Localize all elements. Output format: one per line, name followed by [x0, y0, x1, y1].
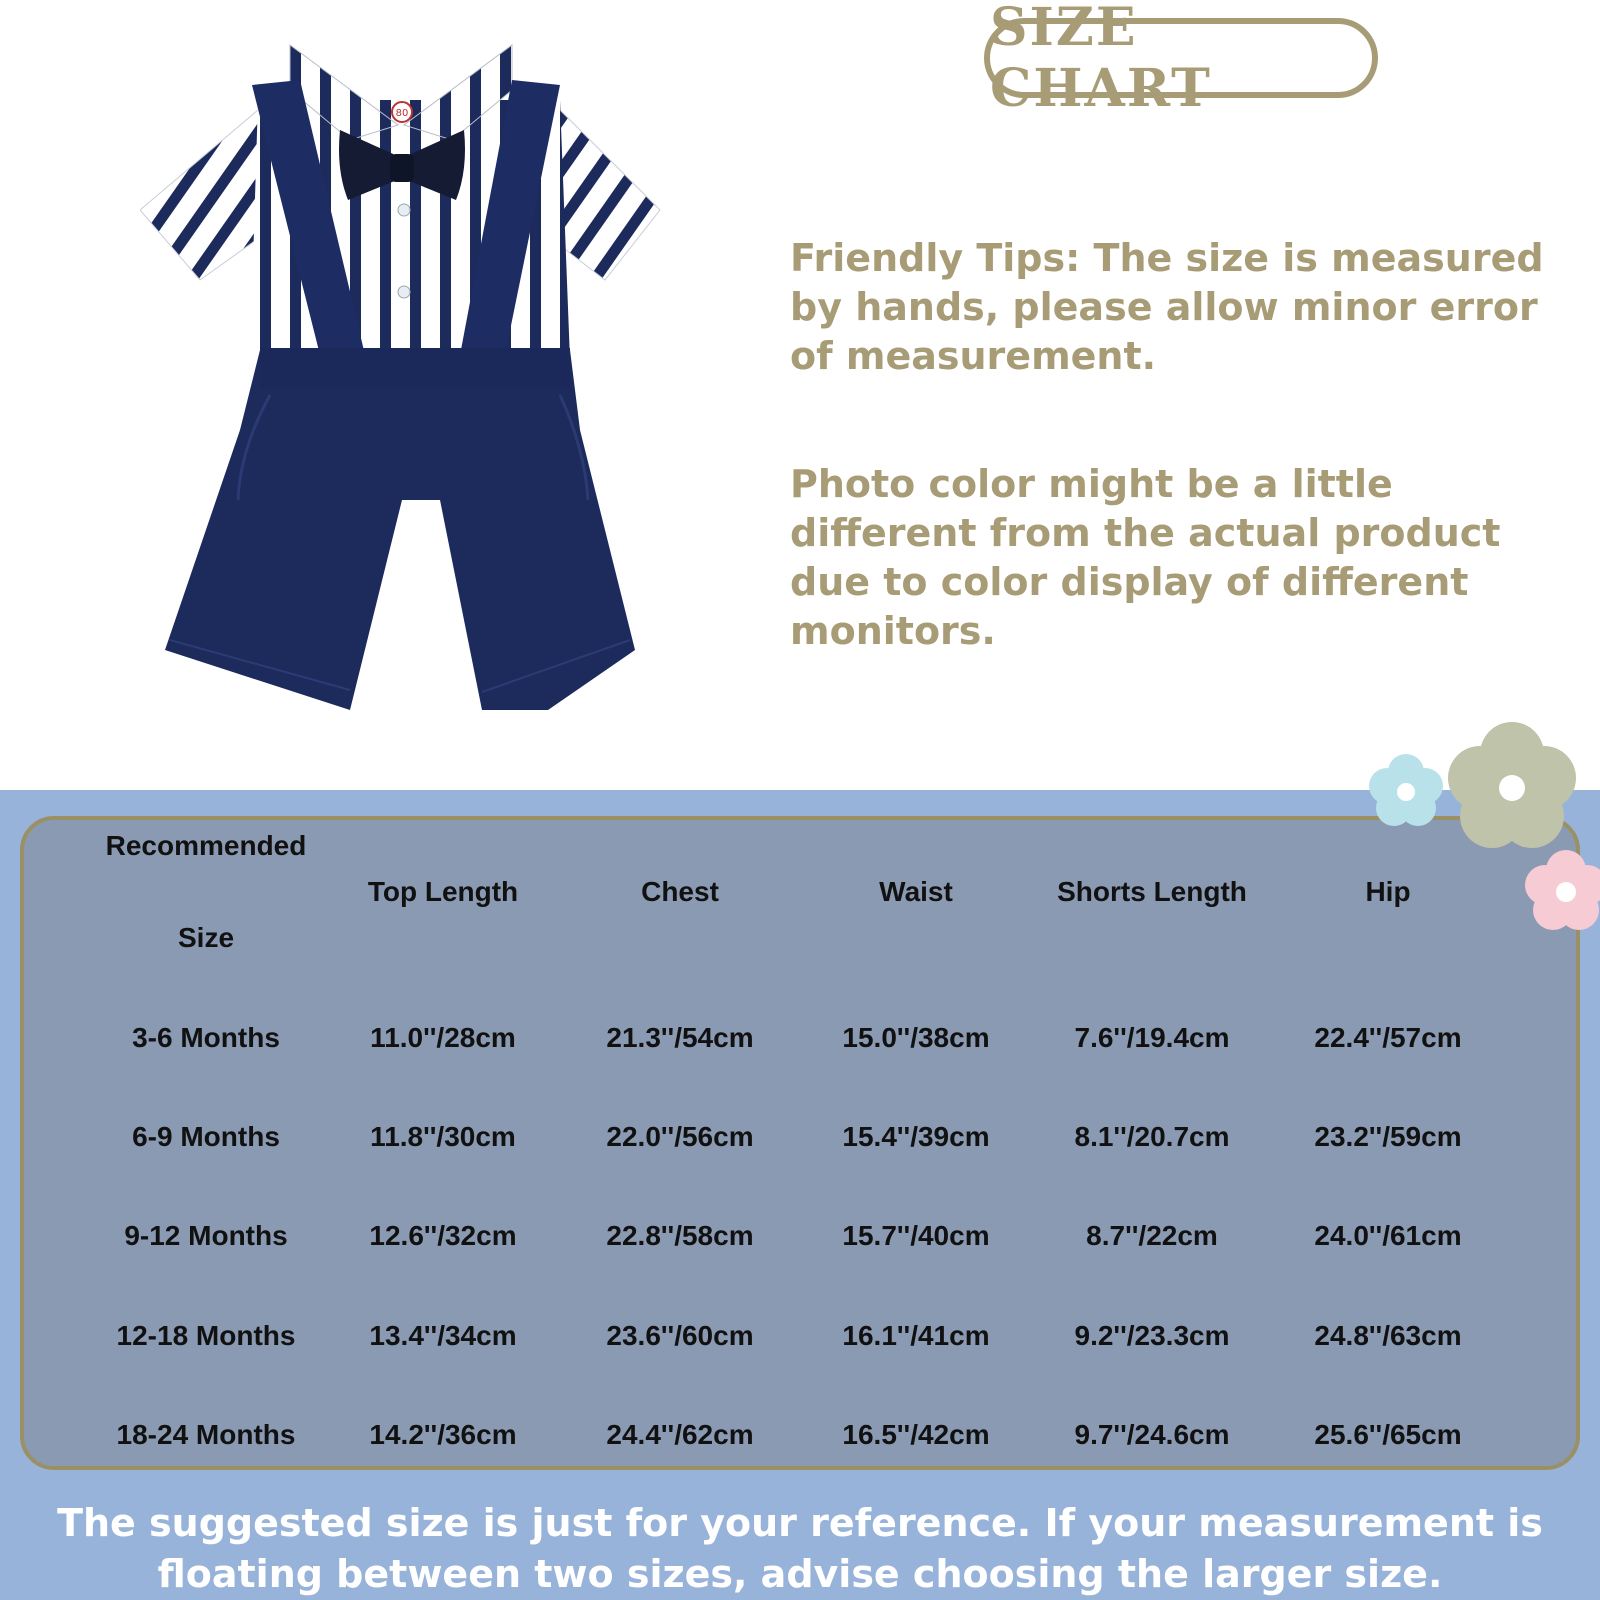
- flower-sage-icon: [1448, 722, 1576, 848]
- table-cell-size: 6-9 Months: [132, 1121, 280, 1152]
- size-tag-label: 80: [395, 108, 409, 119]
- table-cell-hip: 22.4''/57cm: [1314, 1022, 1462, 1053]
- table-cell-shorts-length: 8.1''/20.7cm: [1074, 1121, 1230, 1152]
- product-photo: [140, 30, 680, 740]
- table-cell-hip: 24.0''/61cm: [1314, 1220, 1462, 1251]
- table-cell-waist: 15.7''/40cm: [842, 1220, 990, 1251]
- friendly-tips-text: Friendly Tips: The size is measured by hands, please allow minor error of measurement.: [790, 236, 1544, 378]
- header-top-length: Top Length: [367, 876, 519, 907]
- table-cell-size: 9-12 Months: [124, 1220, 288, 1251]
- photo-color-note: Photo color might be a little different from the actual product due to color display of different monitors.: [790, 462, 1501, 653]
- table-cell-top-length: 12.6''/32cm: [369, 1220, 517, 1251]
- table-cell-top-length: 14.2''/36cm: [369, 1419, 517, 1450]
- table-cell-hip: 25.6''/65cm: [1314, 1419, 1462, 1450]
- table-cell-shorts-length: 8.7''/22cm: [1086, 1220, 1218, 1251]
- table-cell-waist: 15.4''/39cm: [842, 1121, 990, 1152]
- flower-blue-icon: [1369, 754, 1443, 826]
- flowers-decoration: [1360, 712, 1600, 952]
- table-cell-chest: 22.8''/58cm: [606, 1220, 754, 1251]
- header-hip: Hip: [1365, 876, 1411, 907]
- header-shorts-length: Shorts Length: [1057, 876, 1247, 907]
- table-cell-size: 18-24 Months: [116, 1419, 296, 1450]
- table-cell-size: 3-6 Months: [132, 1022, 280, 1053]
- table-cell-shorts-length: 9.7''/24.6cm: [1074, 1419, 1230, 1450]
- header-recommended: Recommended: [105, 830, 307, 861]
- table-cell-top-length: 11.8''/30cm: [370, 1121, 516, 1152]
- size-advice-note: The suggested size is just for your reference. If your measurement is floating between two sizes, advise choosing the larger size.: [57, 1501, 1543, 1596]
- size-chart-title: SIZE CHART: [984, 18, 1378, 98]
- table-cell-waist: 16.1''/41cm: [842, 1320, 990, 1351]
- table-cell-top-length: 11.0''/28cm: [370, 1022, 516, 1053]
- table-cell-waist: 16.5''/42cm: [842, 1419, 990, 1450]
- header-size: Size: [177, 922, 235, 953]
- table-cell-hip: 23.2''/59cm: [1314, 1121, 1462, 1152]
- table-cell-waist: 15.0''/38cm: [842, 1022, 990, 1053]
- table-cell-size: 12-18 Months: [116, 1320, 296, 1351]
- table-cell-chest: 23.6''/60cm: [606, 1320, 754, 1351]
- table-cell-chest: 22.0''/56cm: [606, 1121, 754, 1152]
- header-chest: Chest: [641, 876, 719, 907]
- header-waist: Waist: [879, 876, 953, 907]
- table-cell-shorts-length: 9.2''/23.3cm: [1074, 1320, 1230, 1351]
- table-cell-shorts-length: 7.6''/19.4cm: [1074, 1022, 1230, 1053]
- table-cell-hip: 24.8''/63cm: [1314, 1320, 1462, 1351]
- table-cell-top-length: 13.4''/34cm: [369, 1320, 517, 1351]
- table-cell-chest: 21.3''/54cm: [606, 1022, 754, 1053]
- table-cell-chest: 24.4''/62cm: [606, 1419, 754, 1450]
- flower-pink-icon: [1525, 850, 1600, 930]
